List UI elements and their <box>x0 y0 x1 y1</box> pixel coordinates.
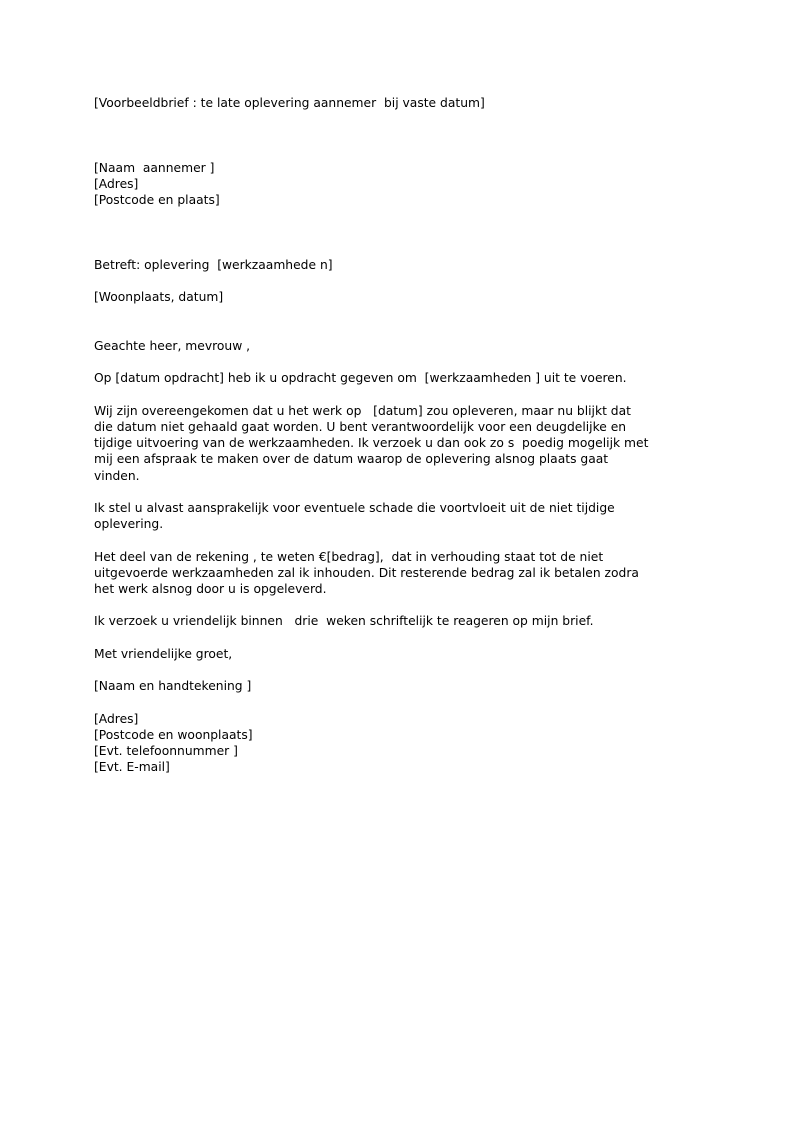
subject-line: Betreft: oplevering [werkzaamhede n] <box>94 258 333 272</box>
sender-email: [Evt. E-mail] <box>94 760 170 775</box>
signature-placeholder: [Naam en handtekening ] <box>94 679 252 694</box>
spacer <box>94 484 734 500</box>
spacer <box>94 597 734 613</box>
recipient-name: [Naam aannemer ] <box>94 160 215 175</box>
sender-address: [Adres] <box>94 711 139 726</box>
paragraph-line: tijdige uitvoering van de werkzaamheden. Ik verzoek u dan ook zo s poedig mogelijk met <box>94 436 649 451</box>
closing: Met vriendelijke groet, <box>94 646 233 661</box>
spacer <box>94 208 734 257</box>
paragraph-line: vinden. <box>94 468 140 483</box>
salutation: Geachte heer, mevrouw , <box>94 338 251 353</box>
paragraph-line: Het deel van de rekening , te weten €[bedrag], dat in verhouding staat tot de niet <box>94 549 604 564</box>
sender-block <box>94 711 734 776</box>
spacer <box>94 387 734 403</box>
letter-heading: [Voorbeeldbrief : te late oplevering aannemer bij vaste datum] <box>94 96 485 110</box>
paragraph-line: Ik stel u alvast aansprakelijk voor eventuele schade die voortvloeit uit de niet tijdige <box>94 500 615 515</box>
sender-postal-city: [Postcode en woonplaats] <box>94 727 253 742</box>
recipient-postal-city: [Postcode en plaats] <box>94 193 220 208</box>
spacer <box>94 111 734 160</box>
spacer <box>94 532 734 548</box>
letter-body <box>94 95 734 775</box>
spacer <box>94 694 734 710</box>
paragraph <box>94 500 734 532</box>
spacer <box>94 273 734 289</box>
place-date: [Woonplaats, datum] <box>94 290 224 305</box>
spacer <box>94 306 734 338</box>
paragraph <box>94 370 734 386</box>
sender-phone: [Evt. telefoonnummer ] <box>94 743 238 758</box>
paragraph <box>94 403 734 484</box>
paragraph <box>94 549 734 598</box>
paragraph-line: Op [datum opdracht] heb ik u opdracht gegeven om [werkzaamheden ] uit te voeren. <box>94 371 627 386</box>
recipient-address: [Adres] <box>94 177 139 191</box>
paragraph <box>94 613 734 629</box>
paragraph-line: uitgevoerde werkzaamheden zal ik inhouden. Dit resterende bedrag zal ik betalen zodra <box>94 565 639 580</box>
spacer <box>94 630 734 646</box>
paragraph-line: het werk alsnog door u is opgeleverd. <box>94 581 327 596</box>
paragraph-line: die datum niet gehaald gaat worden. U bent verantwoordelijk voor een deugdelijke en <box>94 419 627 434</box>
spacer <box>94 354 734 370</box>
paragraph-line: Ik verzoek u vriendelijk binnen drie weken schriftelijk te reageren op mijn brief. <box>94 614 594 629</box>
paragraph-line: mij een afspraak te maken over de datum waarop de oplevering alsnog plaats gaat <box>94 452 609 467</box>
recipient-block <box>94 160 734 209</box>
spacer <box>94 662 734 678</box>
paragraph-line: oplevering. <box>94 517 164 532</box>
paragraph-line: Wij zijn overeengekomen dat u het werk op [datum] zou opleveren, maar nu blijkt dat <box>94 403 631 418</box>
